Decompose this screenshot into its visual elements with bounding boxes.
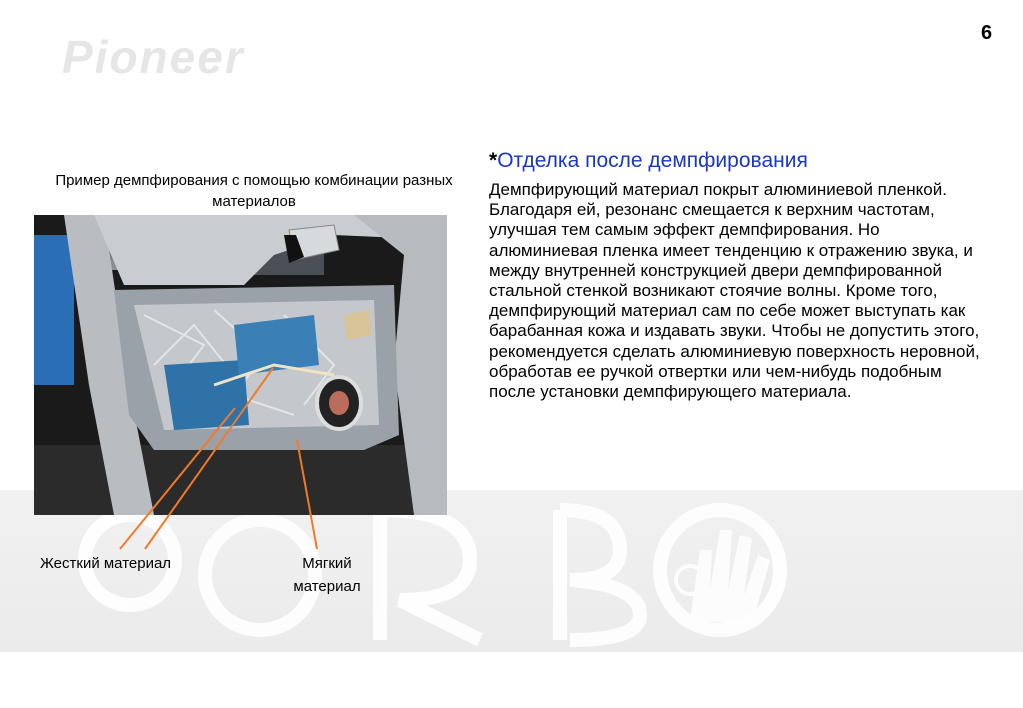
label-soft-material: Мягкий материал	[293, 555, 361, 595]
label-rigid-material: Жесткий материал	[40, 555, 172, 572]
heading-bullet: *	[489, 149, 498, 172]
section-heading	[489, 149, 808, 173]
car-door-damping-photo	[34, 215, 447, 515]
pioneer-logo: Pioneer	[62, 31, 245, 83]
body-paragraph: Демпфирующий материал покрыт алюминиевой пленкой. Благодаря ей, резонанс смещается к верхним частотам, улучшая тем самым эффект демпфирования. Но алюминиевая пленка имеет тенденцию к отражению звука, и между внутренней конструкцией двери демпфированной стальной стенкой возникают стоячие волны. Кроме того, демпфирующий материал сам по себе может выступать как барабанная кожа и издавать звуки. Чтобы не допустить этого, рекомендуется сделать алюминиевую поверхность неровной, обработав ее ручкой отвертки или чем-нибудь подобным после установки демпфирующего материала.	[489, 180, 980, 402]
image-caption: Пример демпфирования с помощью комбинации разных материалов	[55, 172, 453, 210]
page-number: 6	[981, 22, 993, 44]
heading-text: Отделка после демпфирования	[497, 149, 808, 172]
car-door-illustration	[34, 215, 447, 515]
